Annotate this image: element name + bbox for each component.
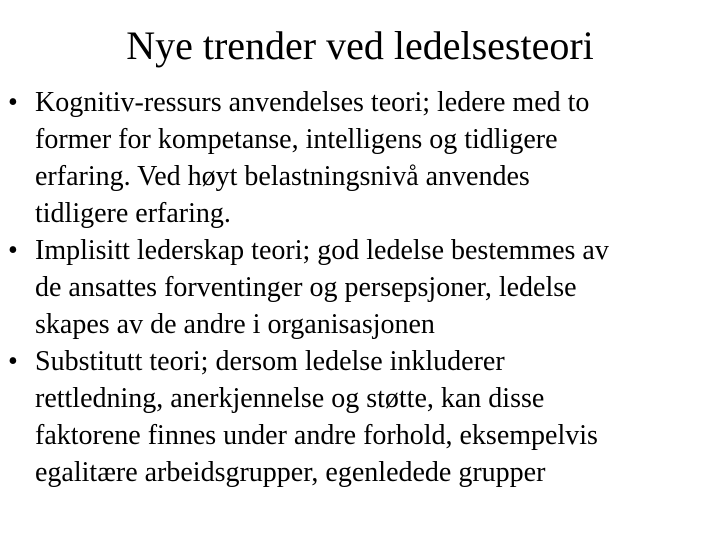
bullet-text (35, 232, 720, 343)
bullet-line: erfaring. Ved høyt belastningsnivå anvendes (35, 161, 530, 192)
slide-title: Nye trender ved ledelsesteori (126, 23, 594, 68)
bullet-line: egalitære arbeidsgrupper, egenledede grupper (35, 457, 546, 488)
bullet-line: former for kompetanse, intelligens og tidligere (35, 124, 558, 155)
bullet-item (0, 84, 720, 232)
bullet-line: Kognitiv-ressurs anvendelses teori; ledere med to (35, 87, 590, 118)
bullet-line: Implisitt lederskap teori; god ledelse bestemmes av (35, 235, 609, 266)
bullet-line: skapes av de andre i organisasjonen (35, 309, 435, 340)
bullet-line: de ansattes forventinger og persepsjoner, ledelse (35, 272, 577, 303)
bullet-item (0, 343, 720, 491)
bullet-icon: • (8, 235, 18, 266)
bullet-line: Substitutt teori; dersom ledelse inkluderer (35, 346, 505, 377)
bullet-text (35, 84, 720, 232)
bullet-item (0, 232, 720, 343)
bullet-icon: • (8, 87, 18, 118)
bullet-line: faktorene finnes under andre forhold, eksempelvis (35, 420, 598, 451)
bullet-list (0, 84, 720, 491)
bullet-line: rettledning, anerkjennelse og støtte, kan disse (35, 383, 545, 414)
bullet-line: tidligere erfaring. (35, 198, 231, 229)
bullet-text (35, 343, 720, 491)
bullet-icon: • (8, 346, 18, 377)
